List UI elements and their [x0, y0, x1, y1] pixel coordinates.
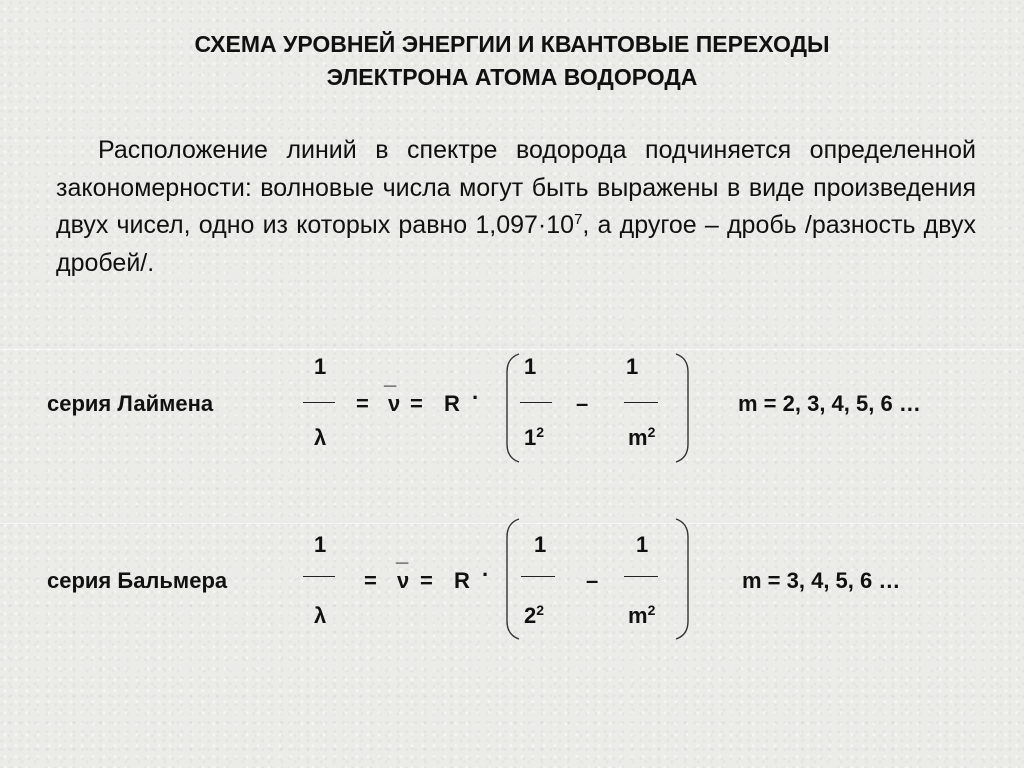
paragraph-exponent: 7 [574, 211, 583, 228]
balmer-equals-1: = [364, 568, 377, 593]
lyman-minus: – [576, 391, 589, 416]
lyman-nu: ν [388, 391, 401, 416]
balmer-lhs-fraction-line [303, 576, 335, 577]
balmer-nu: ν [397, 568, 410, 593]
balmer-minus: – [586, 568, 599, 593]
lyman-lhs-denominator: λ [314, 425, 327, 450]
lyman-term2-denominator: $m^2$ [628, 424, 656, 450]
lyman-formula [0, 352, 1024, 472]
balmer-right-bracket [672, 517, 694, 641]
balmer-term1-fraction-line [521, 576, 555, 577]
title-line-2: ЭЛЕКТРОНА АТОМА ВОДОРОДА [326, 64, 698, 90]
balmer-term2-fraction-line [624, 576, 658, 577]
lyman-term1-numerator: 1 [524, 354, 537, 379]
lyman-term1-denominator: $1^2$ [524, 424, 545, 450]
balmer-term1-denominator: $2^2$ [524, 602, 545, 628]
balmer-left-bracket [501, 517, 523, 641]
balmer-lhs-numerator: 1 [314, 532, 327, 557]
balmer-m-values: m = 3, 4, 5, 6 … [742, 568, 901, 593]
balmer-term2-denominator: $m^2$ [628, 602, 656, 628]
slide-title [0, 28, 1024, 94]
lyman-label: серия Лаймена [47, 391, 214, 416]
balmer-rydberg: R [454, 568, 470, 593]
balmer-lhs-denominator: λ [314, 603, 327, 628]
lyman-lhs-numerator: 1 [314, 354, 327, 379]
lyman-dot: · [472, 385, 480, 410]
balmer-formula [0, 531, 1024, 651]
title-line-1: СХЕМА УРОВНЕЙ ЭНЕРГИИ И КВАНТОВЫЕ ПЕРЕХОДЫ [194, 31, 830, 57]
balmer-term2-numerator: 1 [636, 532, 649, 557]
balmer-term1-numerator: 1 [534, 532, 547, 557]
lyman-lhs-fraction-line [303, 402, 335, 403]
lyman-term1-fraction-line [520, 402, 552, 403]
balmer-nu-bar: _ [396, 541, 409, 566]
lyman-term2-numerator: 1 [626, 354, 639, 379]
lyman-equals-1: = [356, 391, 369, 416]
lyman-m-values: m = 2, 3, 4, 5, 6 … [738, 391, 921, 416]
paragraph-text-end: , а другое – дробь /разность двух дробей/. [56, 211, 976, 277]
lyman-right-bracket [672, 352, 694, 464]
lyman-nu-bar: _ [384, 364, 397, 389]
lyman-equals-2: = [410, 391, 423, 416]
lyman-rydberg: R [444, 391, 460, 416]
lyman-term2-fraction-line [624, 402, 658, 403]
lyman-left-bracket [501, 352, 523, 464]
balmer-dot: · [482, 562, 490, 587]
section-divider [0, 349, 1024, 350]
balmer-label: серия Бальмера [47, 568, 228, 593]
intro-paragraph [56, 132, 976, 282]
paragraph-text: Расположение линий в спектре водорода подчиняется определенной закономерности: волновые числа могут быть выражены в виде произведения двух чисел, одно из которых равно 1,097·10 [56, 136, 976, 239]
balmer-equals-2: = [420, 568, 433, 593]
